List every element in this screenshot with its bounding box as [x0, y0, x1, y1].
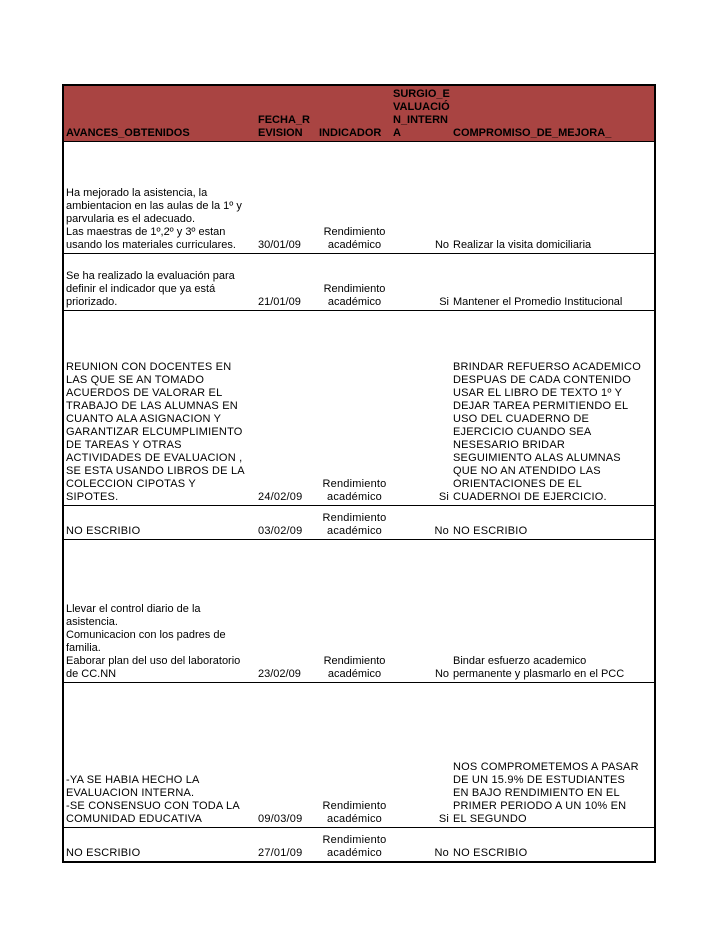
cell-fecha[interactable]: 27/01/09 [256, 828, 317, 862]
cell-avances[interactable]: Ha mejorado la asistencia, la ambientacion en las aulas de la 1º y parvularia es el adecuado. Las maestras de 1º,2º y 3º estan usando los materiales curriculares. [63, 142, 256, 254]
spreadsheet [62, 84, 654, 863]
column-header-surgio[interactable]: SURGIO_EVALUACIÓN_INTERNA [391, 85, 451, 142]
column-header-fecha[interactable]: FECHA_REVISION [256, 85, 317, 142]
table-row [63, 142, 655, 254]
cell-compromiso[interactable]: Realizar la visita domiciliaria [451, 142, 655, 254]
column-header-avances[interactable]: AVANCES_OBTENIDOS [63, 85, 256, 142]
table-row [63, 254, 655, 311]
cell-surgio[interactable]: Si [391, 254, 451, 311]
cell-avances[interactable]: -YA SE HABIA HECHO LA EVALUACION INTERNA. -SE CONSENSUO CON TODA LA COMUNIDAD EDUCATIVA [63, 683, 256, 828]
cell-fecha[interactable]: 09/03/09 [256, 683, 317, 828]
cell-surgio[interactable]: No [391, 540, 451, 683]
cell-avances[interactable]: REUNION CON DOCENTES EN LAS QUE SE AN TOMADO ACUERDOS DE VALORAR EL TRABAJO DE LAS ALUMNAS EN CUANTO ALA ASIGNACION Y GARANTIZAR ELCUMPLIMIENTO DE TAREAS Y OTRAS ACTIVIDADES DE EVALUACION , SE ESTA USANDO LIBROS DE LA COLECCION CIPOTAS Y SIPOTES. [63, 311, 256, 506]
cell-indicador[interactable]: Rendimiento académico [317, 683, 391, 828]
cell-avances[interactable]: Se ha realizado la evaluación para definir el indicador que ya está priorizado. [63, 254, 256, 311]
cell-indicador[interactable]: Rendimiento académico [317, 311, 391, 506]
table-row [63, 311, 655, 506]
cell-indicador[interactable]: Rendimiento académico [317, 540, 391, 683]
cell-surgio[interactable]: Si [391, 683, 451, 828]
table-row [63, 683, 655, 828]
cell-indicador[interactable]: Rendimiento académico [317, 254, 391, 311]
column-header-compromiso[interactable]: COMPROMISO_DE_MEJORA_ [451, 85, 655, 142]
cell-indicador[interactable]: Rendimiento académico [317, 142, 391, 254]
cell-compromiso[interactable]: NO ESCRIBIO [451, 828, 655, 862]
cell-surgio[interactable]: Si [391, 311, 451, 506]
data-table [62, 84, 656, 863]
cell-compromiso[interactable]: NO ESCRIBIO [451, 506, 655, 540]
cell-compromiso[interactable]: Bindar esfuerzo academico permanente y plasmarlo en el PCC [451, 540, 655, 683]
cell-fecha[interactable]: 24/02/09 [256, 311, 317, 506]
cell-fecha[interactable]: 21/01/09 [256, 254, 317, 311]
cell-compromiso[interactable]: BRINDAR REFUERSO ACADEMICO DESPUAS DE CADA CONTENIDO USAR EL LIBRO DE TEXTO 1º Y DEJAR TAREA PERMITIENDO EL USO DEL CUADERNO DE EJERCICIO CUANDO SEA NESESARIO BRIDAR SEGUIMIENTO ALAS ALUMNAS QUE NO AN ATENDIDO LAS ORIENTACIONES DE EL CUADERNOI DE EJERCICIO. [451, 311, 655, 506]
cell-fecha[interactable]: 30/01/09 [256, 142, 317, 254]
table-row [63, 540, 655, 683]
column-header-indicador[interactable]: INDICADOR [317, 85, 391, 142]
table-row [63, 828, 655, 862]
cell-avances[interactable]: Llevar el control diario de la asistencia. Comunicacion con los padres de familia. Eaborar plan del uso del laboratorio de CC.NN [63, 540, 256, 683]
cell-compromiso[interactable]: Mantener el Promedio Institucional [451, 254, 655, 311]
cell-compromiso[interactable]: NOS COMPROMETEMOS A PASAR DE UN 15.9% DE ESTUDIANTES EN BAJO RENDIMIENTO EN EL PRIMER PERIODO A UN 10% EN EL SEGUNDO [451, 683, 655, 828]
cell-indicador[interactable]: Rendimiento académico [317, 506, 391, 540]
cell-indicador[interactable]: Rendimiento académico [317, 828, 391, 862]
cell-surgio[interactable]: No [391, 142, 451, 254]
cell-fecha[interactable]: 23/02/09 [256, 540, 317, 683]
cell-surgio[interactable]: No [391, 828, 451, 862]
table-row [63, 506, 655, 540]
cell-surgio[interactable]: No [391, 506, 451, 540]
cell-avances[interactable]: NO ESCRIBIO [63, 828, 256, 862]
cell-avances[interactable]: NO ESCRIBIO [63, 506, 256, 540]
cell-fecha[interactable]: 03/02/09 [256, 506, 317, 540]
header-row [63, 85, 655, 142]
